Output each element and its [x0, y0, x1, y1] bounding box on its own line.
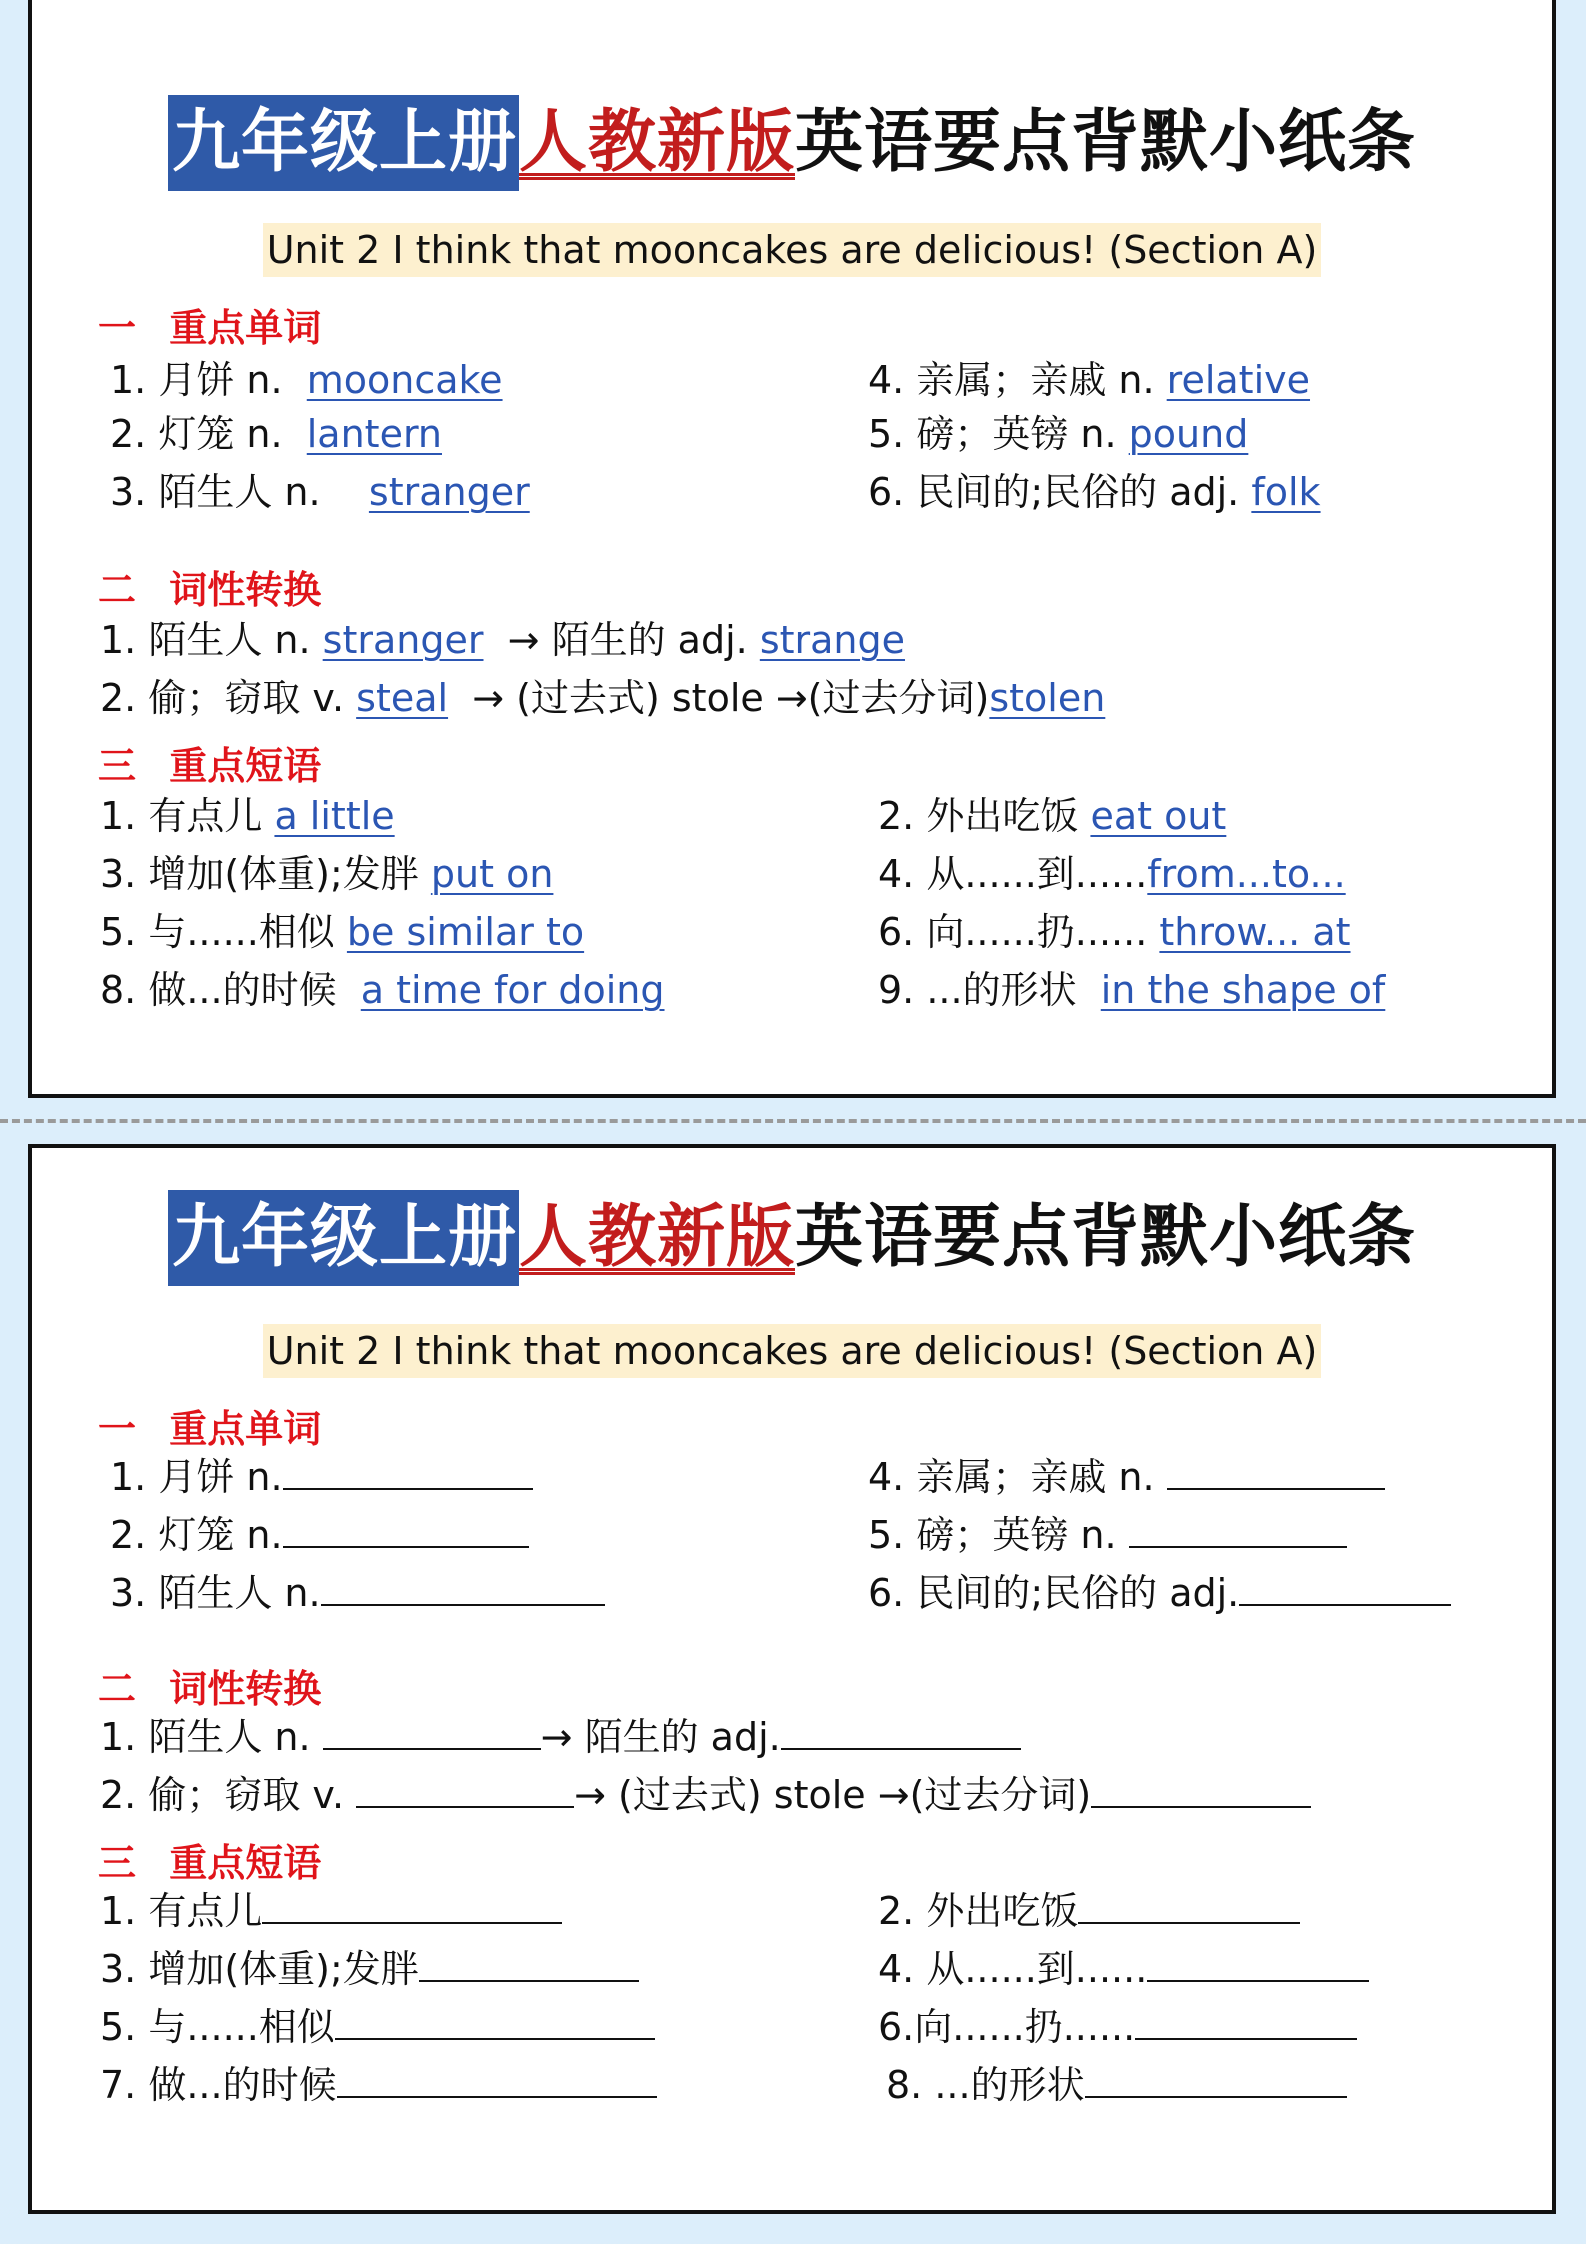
answer-text: from...to... — [1147, 852, 1346, 896]
answer-blank[interactable] — [1129, 1516, 1347, 1548]
answer-blank[interactable] — [1135, 2008, 1357, 2040]
answer-text: throw... at — [1159, 910, 1351, 954]
title-grade: 九年级上册 — [168, 1190, 519, 1286]
phrase-item: 6.向......扔...... — [878, 2004, 1357, 2050]
word-item: 2. 灯笼 n. — [110, 1512, 529, 1558]
answer-blank[interactable] — [1078, 1892, 1300, 1924]
answer-blank[interactable] — [1091, 1776, 1311, 1808]
answer-blank[interactable] — [321, 1574, 605, 1606]
unit-banner: Unit 2 I think that mooncakes are delicious! (Section A) — [32, 223, 1552, 277]
title-rest: 英语要点背默小纸条 — [795, 1198, 1417, 1277]
phrase-item: 8. 做...的时候 a time for doing — [100, 968, 665, 1012]
phrase-item: 1. 有点儿 — [100, 1888, 562, 1934]
answer-blank[interactable] — [283, 1516, 529, 1548]
word-item: 2. 灯笼 n. lantern — [110, 412, 442, 456]
word-item: 3. 陌生人 n. — [110, 1570, 605, 1616]
answer-text: eat out — [1090, 794, 1227, 838]
answer-text: a time for doing — [360, 968, 665, 1012]
phrase-item: 5. 与......相似 — [100, 2004, 655, 2050]
conversion-item: 1. 陌生人 n. → 陌生的 adj. — [100, 1714, 1021, 1760]
phrase-item: 3. 增加(体重);发胖 put on — [100, 852, 554, 896]
phrase-item: 7. 做...的时候 — [100, 2062, 657, 2108]
phrase-item: 2. 外出吃饭 eat out — [878, 794, 1227, 838]
word-item: 4. 亲属；亲戚 n. — [868, 1454, 1385, 1500]
answer-blank[interactable] — [335, 2008, 655, 2040]
title-edition: 人教新版 — [518, 1198, 795, 1277]
answer-text: relative — [1166, 358, 1311, 402]
answer-text: put on — [430, 852, 554, 896]
answer-text: lantern — [306, 412, 442, 456]
section-heading-words: 一 重点单词 — [98, 1407, 322, 1451]
title-edition: 人教新版 — [518, 103, 795, 182]
answer-text: stranger — [368, 470, 530, 514]
section-heading-conversion: 二 词性转换 — [98, 568, 322, 612]
answer-blank[interactable] — [337, 2066, 657, 2098]
answer-text: in the shape of — [1100, 968, 1386, 1012]
phrase-item: 1. 有点儿 a little — [100, 794, 395, 838]
unit-banner: Unit 2 I think that mooncakes are delicious! (Section A) — [32, 1324, 1552, 1378]
conversion-item: 1. 陌生人 n. stranger → 陌生的 adj. strange — [100, 618, 906, 662]
answer-blank[interactable] — [1147, 1950, 1369, 1982]
page-title — [32, 95, 1552, 191]
phrase-item: 5. 与......相似 be similar to — [100, 910, 585, 954]
word-item: 3. 陌生人 n. stranger — [110, 470, 530, 514]
answer-card — [28, 0, 1556, 1098]
section-heading-conversion: 二 词性转换 — [98, 1667, 322, 1711]
answer-blank[interactable] — [283, 1458, 533, 1490]
conversion-item: 2. 偷；窃取 v. → (过去式) stole →(过去分词) — [100, 1772, 1311, 1818]
word-item: 5. 磅；英镑 n. — [868, 1512, 1347, 1558]
answer-text: folk — [1251, 470, 1321, 514]
title-rest: 英语要点背默小纸条 — [795, 103, 1417, 182]
answer-text: steal — [356, 676, 449, 720]
word-item: 1. 月饼 n. mooncake — [110, 358, 503, 402]
answer-blank[interactable] — [419, 1950, 639, 1982]
answer-text: stolen — [989, 676, 1106, 720]
practice-card — [28, 1144, 1556, 2214]
phrase-item: 9. ...的形状 in the shape of — [878, 968, 1386, 1012]
answer-text: stranger — [322, 618, 484, 662]
section-heading-phrases: 三 重点短语 — [98, 744, 322, 788]
answer-text: be similar to — [346, 910, 585, 954]
answer-blank[interactable] — [323, 1718, 541, 1750]
answer-blank[interactable] — [781, 1718, 1021, 1750]
word-item: 5. 磅；英镑 n. pound — [868, 412, 1249, 456]
cut-line — [0, 1119, 1586, 1123]
title-grade: 九年级上册 — [168, 95, 519, 191]
phrase-item: 2. 外出吃饭 — [878, 1888, 1300, 1934]
answer-text: a little — [274, 794, 395, 838]
page-title — [32, 1190, 1552, 1286]
word-item: 4. 亲属；亲戚 n. relative — [868, 358, 1311, 402]
phrase-item: 6. 向......扔...... throw... at — [878, 910, 1351, 954]
phrase-item: 4. 从......到...... — [878, 1946, 1369, 1992]
answer-blank[interactable] — [1239, 1574, 1451, 1606]
answer-text: strange — [759, 618, 906, 662]
answer-blank[interactable] — [1167, 1458, 1385, 1490]
answer-text: pound — [1128, 412, 1249, 456]
phrase-item: 8. ...的形状 — [886, 2062, 1347, 2108]
phrase-item: 3. 增加(体重);发胖 — [100, 1946, 639, 1992]
conversion-item: 2. 偷；窃取 v. steal → (过去式) stole →(过去分词)stolen — [100, 676, 1106, 720]
section-heading-phrases: 三 重点短语 — [98, 1841, 322, 1885]
phrase-item: 4. 从......到......from...to... — [878, 852, 1346, 896]
word-item: 6. 民间的;民俗的 adj. — [868, 1570, 1451, 1616]
word-item: 6. 民间的;民俗的 adj. folk — [868, 470, 1321, 514]
section-heading-words: 一 重点单词 — [98, 306, 322, 350]
answer-text: mooncake — [306, 358, 503, 402]
answer-blank[interactable] — [262, 1892, 562, 1924]
answer-blank[interactable] — [1085, 2066, 1347, 2098]
answer-blank[interactable] — [356, 1776, 574, 1808]
word-item: 1. 月饼 n. — [110, 1454, 533, 1500]
